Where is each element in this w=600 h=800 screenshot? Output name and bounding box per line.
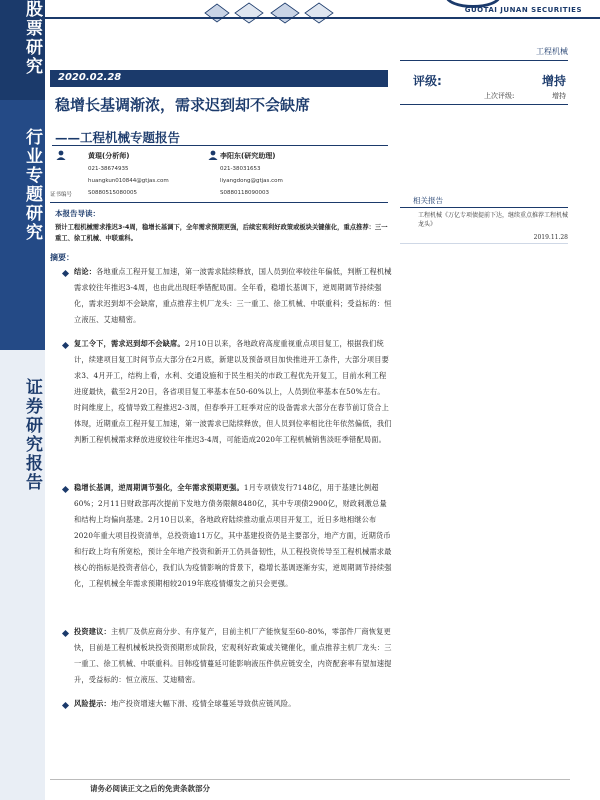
- summary-label: 摘要：: [50, 253, 74, 262]
- previous-rating-value: 增持: [552, 92, 566, 100]
- related-reports-title: 相关报告: [413, 196, 443, 205]
- guide-label: 本报告导读：: [55, 209, 100, 218]
- bullet-lead: 风险提示：: [74, 699, 111, 708]
- previous-rating-label: 上次评级:: [484, 92, 515, 100]
- bullet-body: 各地重点工程开复工加速，第一波需求陆续释放，国人员到位率较往年偏低，判断工程机械需求较往年推迟3-4周，也由此出现旺季错配局面。全年看，稳增长基调下，逆周期调节持续强化，需求迟到却不会缺席，重点推荐主机厂龙头：三一重工、徐工机械、中联重科；受益标的：恒立液压、艾迪精密。: [74, 267, 392, 324]
- summary-bullet: [62, 480, 392, 592]
- sidebar-securities-report-label: 证券研究报告: [22, 378, 42, 492]
- analyst-block: [50, 148, 388, 204]
- summary-bullet: [62, 264, 392, 328]
- person-icon: [56, 150, 66, 160]
- header-rule: [45, 17, 600, 19]
- sidebar-industry-study-label: 行业专题研究: [22, 128, 42, 242]
- subtitle-rule: [52, 145, 388, 146]
- related-report-link[interactable]: 工程机械《万亿专项债提前下达，继续重点推荐工程机械龙头》: [418, 212, 569, 228]
- related-reports-rule: [400, 207, 568, 208]
- assistant-phone: 021-38031653: [220, 166, 261, 172]
- disclaimer-footer: 请务必阅读正文之后的免责条款部分: [90, 784, 210, 793]
- page-header: [45, 0, 600, 30]
- summary-bullet: [62, 336, 392, 448]
- analyst-email[interactable]: huangkun010844@gtjas.com: [88, 178, 169, 184]
- bullet-body: 地产投资增速大幅下滑、疫情全球蔓延导致供应链风险。: [110, 699, 296, 708]
- report-subtitle: ——工程机械专题报告: [55, 130, 181, 145]
- footer-rule: [50, 779, 570, 780]
- report-title: 稳增长基调渐浓，需求迟到却不会缺席: [55, 96, 311, 114]
- related-reports-bottom-rule: [400, 243, 568, 244]
- date-bar: [50, 70, 388, 87]
- bullet-lead: 结论：: [74, 267, 97, 276]
- analyst-phone: 021-38674935: [88, 166, 129, 172]
- assistant-cert: S0880118090003: [220, 190, 269, 196]
- bullet-body: 1月专项债发行7148亿，用于基建比例超60%；2月11日财政部再次提前下发地方债务限额8480亿，其中专项债2900亿，财政刺激总量和结构上均偏向基建。2月10日以来，各地政府陆续推动重点项目开复工，近日多地相继公布2020年重大项目投资清单，总投资逾11万亿，其中基建投资仍是主要部分，地产方面，近期货币和行政上均有所宽松，预计全年地产投资和新开工仍具备韧性，从工程投资传导至工程机械需求最核心的指标是投资者信心，我们认为疫情影响的背景下，稳增长基调逐渐夯实，逆周期调节持续强化，工程机械全年需求预期相较2019年底疫情爆发之前只会更强。: [74, 483, 392, 588]
- brand-name-en: GUOTAI JUNAN SECURITIES: [464, 6, 582, 14]
- rating-label: 评级:: [413, 74, 442, 88]
- rating-value: 增持: [541, 74, 566, 88]
- industry-tag: 工程机械: [536, 47, 568, 56]
- bullet-body: 主机厂及供应商分步、有序复产，目前主机厂产能恢复至60-80%，零部件厂商恢复更快，目前是工程机械板块投资预期形成阶段，宏观利好政策或关键催化，重点推荐主机厂龙头：三一重工、徐工机械、中联重科。目韩疫情蔓延可能影响液压件供应链安全，内资配套率有望加速提升，受益标的：恒立液压、艾迪精密。: [74, 627, 392, 684]
- rating-rule: [400, 104, 568, 105]
- bullet-lead: 稳增长基调，逆周期调节强化，全年需求预期更强。: [74, 483, 244, 492]
- sidebar-stock-research-label: 股票研究: [22, 0, 42, 76]
- bullet-lead: 复工令下，需求迟到却不会缺席。: [74, 339, 185, 348]
- analysts-rule: [50, 202, 388, 203]
- related-report-date: 2019.11.28: [533, 234, 568, 241]
- analyst-cert: S0880515080005: [88, 190, 137, 196]
- assistant-email[interactable]: liyangdong@gtjas.com: [220, 178, 283, 184]
- bullet-body: 2月10日以来，各地政府高度重视重点项目复工，根据我们统计，续建项目复工时间节点大部分在2月底，新建以及预备项目加快推进开工条件，大部分项目要求3、4月开工，结构上看，水利、交通设施和于民生相关的市政工程优先开复工，目前水利工程进度最快，截至2月20日，各省项目复工率基本在50-60%以上，人员到位率基本在50%左右。时间维度上，疫情导致工程推迟2-3周，但春季开工旺季对应的设备需求大部分在春节前订货合上体现，近期重点工程开复工加速，第一波需求已陆续释放，但人员到位率相比往年依然偏低，我们判断工程机械需求释放进度较往年推迟3-4周，可能造成2020年工程机械销售淡旺季错配局面。: [74, 339, 392, 444]
- summary-bullet: [62, 624, 392, 688]
- summary-bullet: [62, 696, 392, 712]
- assistant-name: 李阳东(研究助理): [220, 152, 276, 160]
- guide-text: 预计工程机械需求推迟3-4周，稳增长基调下，全年需求预期更强，后续宏观利好政策或板块关键催化，重点推荐：三一重工、徐工机械、中联重科。: [55, 224, 388, 243]
- industry-tag-rule: [400, 60, 568, 61]
- diamond-banner-icon: [195, 2, 345, 24]
- analyst-name: 黄琨(分析师): [88, 152, 130, 160]
- report-date: 2020.02.28: [58, 72, 122, 83]
- person-icon: [208, 150, 218, 160]
- cert-label: 证书编号: [50, 192, 73, 198]
- bullet-lead: 投资建议：: [74, 627, 111, 636]
